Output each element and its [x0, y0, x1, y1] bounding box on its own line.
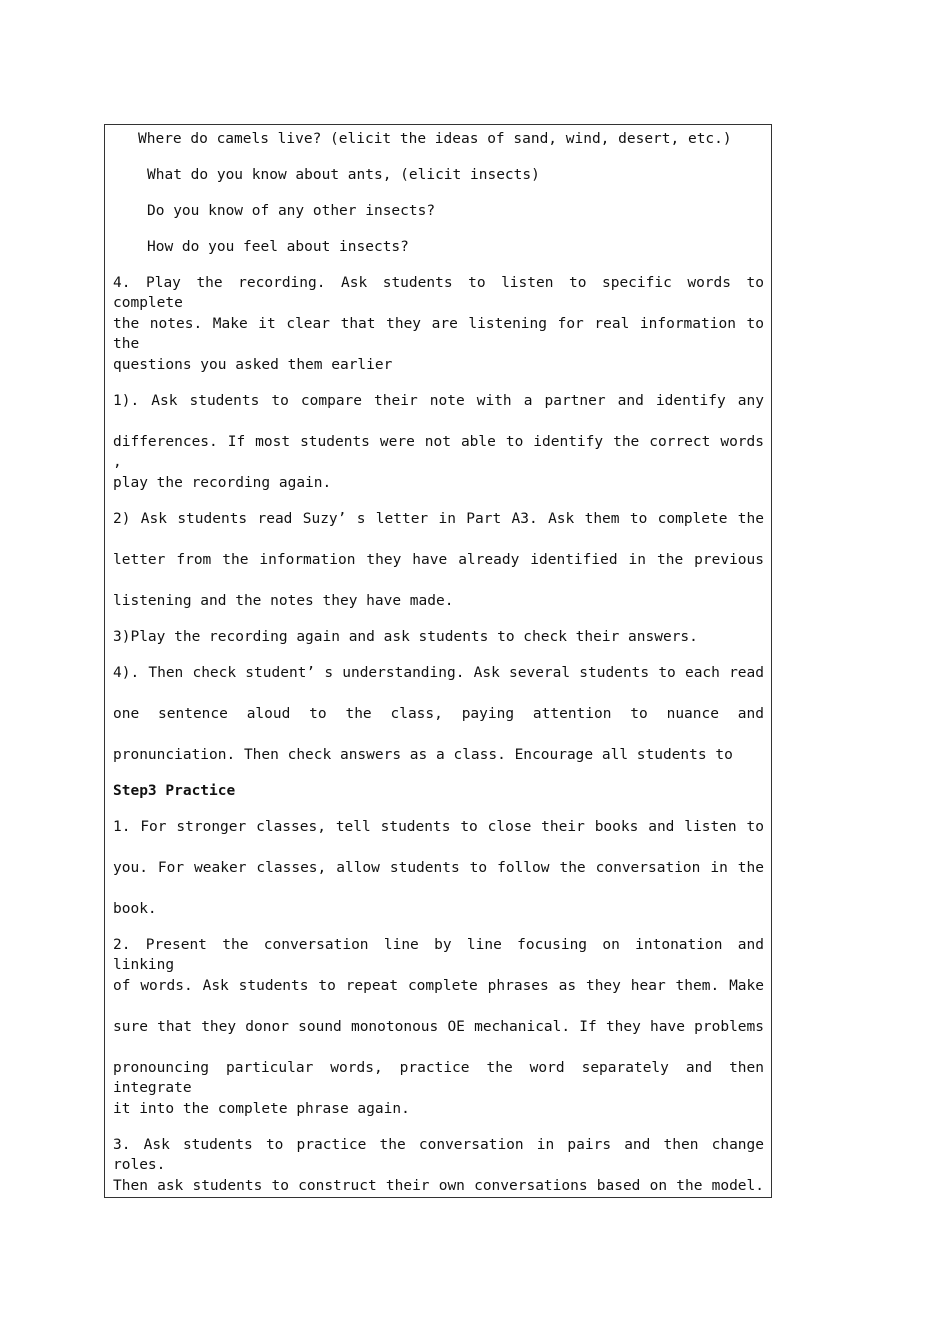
paragraph-line: 1). Ask students to compare their note with a partner and identify any: [113, 393, 764, 409]
paragraph-line: you. For weaker classes, allow students to follow the conversation in the: [113, 860, 764, 876]
paragraph-line: it into the complete phrase again.: [113, 1101, 410, 1117]
paragraph-line: 2) Ask students read Suzy’ s letter in Part A3. Ask them to complete the: [113, 511, 764, 527]
paragraph-line: Then ask students to construct their own conversations based on the model.: [113, 1178, 764, 1194]
paragraph-line: differences. If most students were not able to identify the correct words ,: [113, 434, 764, 470]
paragraph-line: 2. Present the conversation line by line focusing on intonation and linking: [113, 937, 764, 973]
question-line: What do you know about ants, (elicit insects): [147, 167, 540, 183]
paragraph-line: book.: [113, 901, 157, 917]
paragraph-line: one sentence aloud to the class, paying attention to nuance and: [113, 706, 764, 722]
question-line: Do you know of any other insects?: [147, 203, 436, 219]
paragraph-line: pronunciation. Then check answers as a class. Encourage all students to: [113, 747, 733, 763]
paragraph-line: 4). Then check student’ s understanding. Ask several students to each read: [113, 665, 764, 681]
paragraph-line: 3. Ask students to practice the conversation in pairs and then change roles.: [113, 1137, 764, 1173]
paragraph-line: 1. For stronger classes, tell students to close their books and listen to: [113, 819, 764, 835]
paragraph-line: play the recording again.: [113, 475, 332, 491]
question-line: How do you feel about insects?: [147, 239, 409, 255]
paragraph-line: sure that they donor sound monotonous OE mechanical. If they have problems: [113, 1019, 764, 1035]
paragraph-line: letter from the information they have already identified in the previous: [113, 552, 764, 568]
paragraph-line: the notes. Make it clear that they are listening for real information to the: [113, 316, 764, 352]
question-line: Where do camels live? (elicit the ideas of sand, wind, desert, etc.): [138, 131, 732, 147]
paragraph-line: 3)Play the recording again and ask students to check their answers.: [113, 629, 698, 645]
paragraph-line: questions you asked them earlier: [113, 357, 393, 373]
paragraph-line: 4. Play the recording. Ask students to listen to specific words to complete: [113, 275, 764, 311]
paragraph-line: listening and the notes they have made.: [113, 593, 454, 609]
section-heading: Step3 Practice: [113, 783, 236, 799]
paragraph-line: pronouncing particular words, practice the word separately and then integrate: [113, 1060, 764, 1096]
paragraph-line: of words. Ask students to repeat complete phrases as they hear them. Make: [113, 978, 764, 994]
lesson-plan-table-cell: [104, 124, 772, 1198]
